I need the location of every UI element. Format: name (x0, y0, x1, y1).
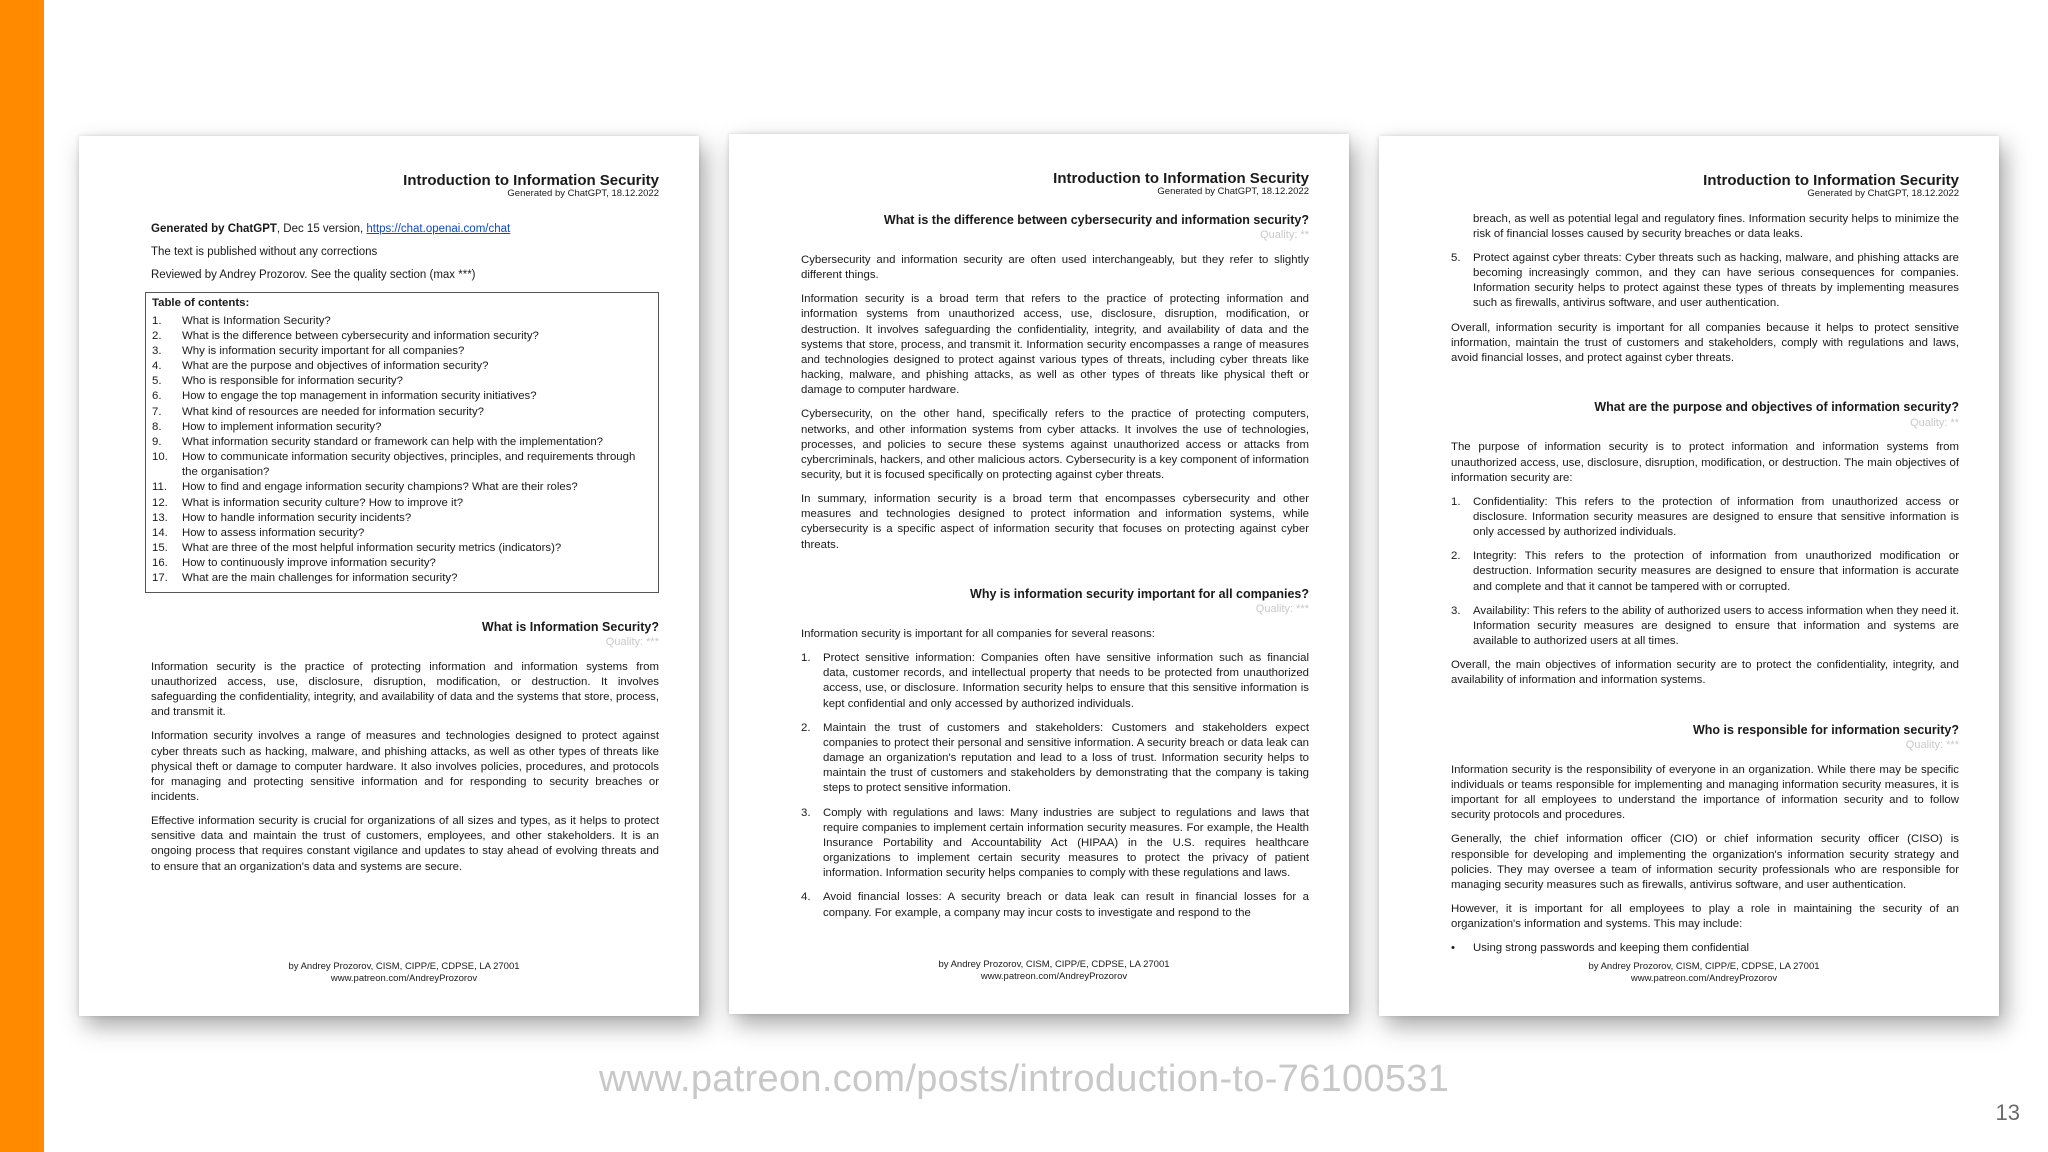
doc-subtitle: Generated by ChatGPT, 18.12.2022 (1807, 188, 1959, 200)
generated-line (151, 222, 659, 237)
paragraph: The purpose of information security is to protect information and information systems from unauthorized access, use, disclosure, disruption, modification, or destruction. The main objectives of information security are: (1451, 441, 1959, 484)
footer-author: by Andrey Prozorov, CISM, CIPP/E, CDPSE, LA 27001 (288, 961, 520, 973)
toc-item: 12. What is information security culture? How to improve it? (152, 496, 464, 509)
toc-item: 16. How to continuously improve information security? (152, 557, 436, 570)
toc-item: 13. How to handle information security incidents? (152, 511, 412, 524)
footer-author: by Andrey Prozorov, CISM, CIPP/E, CDPSE, LA 27001 (938, 959, 1170, 971)
footer-site: www.patreon.com/AndreyProzorov (980, 970, 1128, 982)
quality-rating: Quality: *** (1905, 739, 1959, 752)
list-item: 3. Comply with regulations and laws: Many industries are subject to regulations and laws that require companies to implement certain information security measures. For example, the Health Insurance Portability and Accountability Act (HIPAA) in the U.S. requires healthcare organizations to implement certain security measures to protect the privacy of patient information. Information security helps companies to comply with these regulations and laws. (801, 806, 1309, 880)
paragraph: Overall, information security is important for all companies because it helps to protect sensitive information, maintain the trust of customers and stakeholders, comply with regulations and laws, avoid financial losses, and protect against cyber threats. (1451, 321, 1959, 364)
page-header (801, 170, 1309, 198)
quality-rating: Quality: ** (1910, 416, 1959, 429)
paragraph: Information security is the practice of protecting information and information systems from unauthorized access, use, disclosure, disruption, modification, or destruction. It involves safeguarding the confidentiality, integrity, and availability of data and the systems that store, process, and transmit it. (151, 660, 659, 719)
list-item: 4. Avoid financial losses: A security breach or data leak can result in financial losses for a company. For example, a company may incur costs to investigate and respond to the (801, 891, 1309, 919)
toc-item: 5. Who is responsible for information security? (152, 375, 403, 388)
toc-item: 10. How to communicate information security objectives, principles, and requirements through the organisation? (152, 451, 636, 479)
doc-subtitle: Generated by ChatGPT, 18.12.2022 (1157, 186, 1309, 198)
toc-list (152, 314, 652, 587)
list-item: 5. Protect against cyber threats: Cyber threats such as hacking, malware, and phishing attacks are becoming increasingly common, and they can have serious consequences for companies. Information security helps to protect against these types of threats by implementing measures such as firewalls, antivirus software, and user authentication. (1451, 252, 1959, 310)
toc-item: 7. What kind of resources are needed for information security? (152, 405, 485, 418)
chatgpt-link[interactable]: https://chat.openai.com/chat (366, 222, 511, 235)
page-footer (79, 961, 699, 984)
quality-rating: Quality: *** (1255, 603, 1309, 616)
footer-site: www.patreon.com/AndreyProzorov (1630, 972, 1778, 984)
doc-subtitle: Generated by ChatGPT, 18.12.2022 (507, 188, 659, 200)
toc-title: Table of contents: (152, 296, 250, 309)
reviewed-note: Reviewed by Andrey Prozorov. See the quality section (max ***) (151, 269, 476, 282)
toc-item: 14. How to assess information security? (152, 526, 365, 539)
page-header (151, 172, 659, 200)
toc-item: 9. What information security standard or framework can help with the implementation? (152, 435, 604, 448)
quality-rating: Quality: ** (1260, 229, 1309, 242)
list-item: 1. Confidentiality: This refers to the protection of information from unauthorized access or disclosure. Information security measures are designed to ensure that sensitive information is only accessed by authorized individuals. (1451, 495, 1959, 539)
toc-item: 3. Why is information security important for all companies? (152, 345, 465, 357)
section-title: Why is information security important for all companies? (970, 586, 1309, 601)
toc-item: 4. What are the purpose and objectives of information security? (152, 360, 489, 373)
toc-item: 15. What are three of the most helpful information security metrics (indicators)? (152, 542, 562, 555)
list-item: 2. Maintain the trust of customers and stakeholders: Customers and stakeholders expect companies to protect their personal and sensitive information. A security breach or data leak can damage an organization's reputation and lead to a loss of trust. Information security helps to maintain the trust of customers and stakeholders by demonstrating that the company is taking steps to protect sensitive information. (801, 721, 1309, 795)
page-header (1451, 172, 1959, 200)
paragraph: However, it is important for all employees to play a role in maintaining the security of an organization's information and systems. This may include: (1451, 903, 1959, 931)
section-title: What is the difference between cybersecurity and information security? (883, 212, 1309, 227)
slide-number: 13 (1995, 1100, 2020, 1125)
doc-title: Introduction to Information Security (403, 172, 659, 189)
published-note: The text is published without any corrections (151, 245, 378, 258)
toc-item: 17. What are the main challenges for information security? (152, 572, 458, 585)
paragraph: Cybersecurity, on the other hand, specifically refers to the practice of protecting computers, networks, and other information systems from cyber attacks. It involves the use of technologies, processes, and policies to secure these systems against unauthorized access or attacks from cybercriminals, hackers, and other malicious actors. Cybersecurity is a key component of information security, but it is focused specifically on protecting against cyber threats. (801, 408, 1309, 481)
doc-title: Introduction to Information Security (1053, 170, 1309, 187)
accent-bar (0, 0, 44, 1152)
list-item: 1. Protect sensitive information: Companies often have sensitive information such as financial data, customer records, and intellectual property that needs to be protected from unauthorized access, use, or disclosure. Information security helps to ensure that this sensitive information is kept confidential and only accessed by authorized individuals. (801, 652, 1309, 710)
section-title: What are the purpose and objectives of information security? (1594, 400, 1959, 415)
document-page-2 (729, 134, 1349, 1014)
toc-item: 8. How to implement information security? (152, 420, 382, 433)
page-footer (1379, 961, 1999, 984)
toc-item: 2. What is the difference between cybersecurity and information security? (152, 329, 539, 342)
footer-site: www.patreon.com/AndreyProzorov (330, 972, 478, 984)
paragraph: Generally, the chief information officer (CIO) or chief information security officer (CISO) is responsible for developing and implementing the organization's information security strategy and policies. They may oversee a team of information security professionals who are responsible for managing security measures such as firewalls, antivirus software, and user authentication. (1451, 833, 1959, 891)
list-item-continued: breach, as well as potential legal and regulatory fines. Information security helps to minimize the risk of financial losses caused by security breaches or data leaks. (1473, 212, 1959, 240)
source-url[interactable]: www.patreon.com/posts/introduction-to-76100531 (598, 1058, 1450, 1100)
paragraph: Cybersecurity and information security are often used interchangeably, but they refer to slightly different things. (801, 253, 1309, 282)
document-page-1 (79, 136, 699, 1016)
toc-item: 1. What is Information Security? (152, 314, 331, 327)
section-title: Who is responsible for information security? (1692, 722, 1959, 737)
table-of-contents (145, 292, 659, 593)
paragraph: In summary, information security is a broad term that encompasses cybersecurity and other measures and technologies designed to protect information and information systems, while cybersecurity is a specific aspect of information security that focuses on protecting against cyber threats. (801, 493, 1309, 551)
toc-item: 11. How to find and engage information security champions? What are their roles? (152, 481, 578, 494)
numbered-list (1451, 495, 1959, 649)
generated-label: Generated by ChatGPT (151, 222, 277, 235)
bullet-item: • Using strong passwords and keeping them confidential (1451, 941, 1959, 956)
bullet-icon: • (1451, 942, 1455, 955)
paragraph: Information security is the responsibility of everyone in an organization. While there may be specific individuals or teams responsible for implementing and managing information security measures, it is important for all employees to understand the importance of information security and to follow security protocols and procedures. (1451, 763, 1959, 822)
footer-author: by Andrey Prozorov, CISM, CIPP/E, CDPSE, LA 27001 (1588, 961, 1820, 973)
quality-rating: Quality: *** (605, 636, 659, 649)
page-footer (729, 959, 1349, 982)
paragraph: Information security is important for all companies for several reasons: (801, 628, 1155, 640)
list-item: 3. Availability: This refers to the ability of authorized users to access information when they need it. Information security measures are designed to ensure that information and systems are available to authorized users at all times. (1451, 604, 1959, 648)
paragraph: Information security is a broad term that refers to the practice of protecting information and information systems from unauthorized access, use, disclosure, disruption, modification, or destruction. It involves safeguarding the confidentiality, integrity, and availability of data and the systems that store, process, and transmit it. Information security encompasses a range of measures and technologies designed to protect against various types of threats, including cyber threats like hacking, malware, and phishing attacks, as well as other types of threats like physical theft or damage to computer hardware. (801, 293, 1309, 397)
doc-title: Introduction to Information Security (1703, 172, 1959, 189)
list-item: 2. Integrity: This refers to the protection of information from unauthorized modification or destruction. Information security measures are designed to ensure that information is accurate and complete and that it cannot be tampered with or corrupted. (1451, 550, 1959, 593)
numbered-list (801, 651, 1309, 921)
section-title: What is Information Security? (481, 619, 659, 634)
toc-item: 6. How to engage the top management in information security initiatives? (152, 390, 537, 403)
generated-version: , Dec 15 version, (276, 222, 367, 235)
paragraph: Effective information security is crucial for organizations of all sizes and types, as it helps to protect sensitive data and maintain the trust of customers, employees, and other stakeholders. It is an ongoing process that requires constant vigilance and updates to stay ahead of evolving threats and to ensure that an organization's data and systems are secure. (151, 815, 659, 873)
paragraph: Information security involves a range of measures and technologies designed to protect against cyber threats such as hacking, malware, and phishing attacks, as well as other types of threats like physical theft or damage to computer hardware. It also involves policies, procedures, and protocols for managing and protecting sensitive information and for responding to security breaches or incidents. (151, 730, 659, 803)
paragraph: Overall, the main objectives of information security are to protect the confidentiality, integrity, and availability of information and information systems. (1451, 659, 1959, 687)
document-page-3 (1379, 136, 1999, 1016)
